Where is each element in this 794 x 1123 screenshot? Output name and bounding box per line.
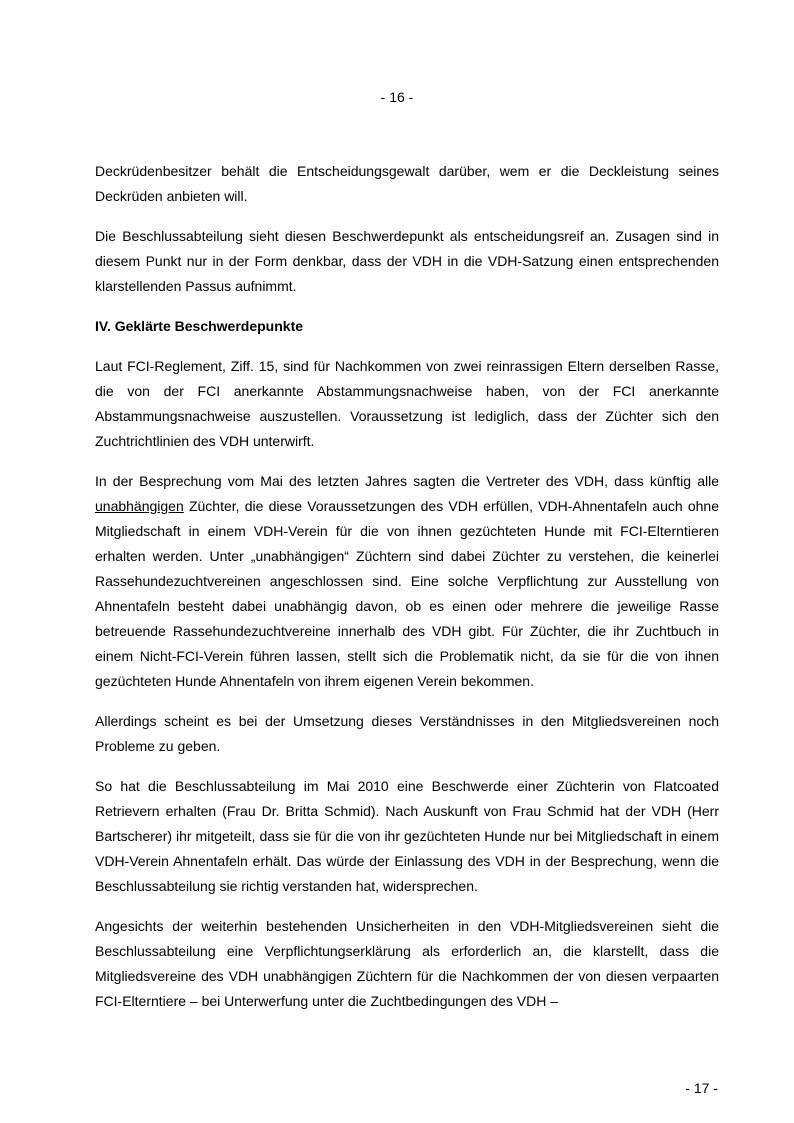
paragraph-beschlussabteilung-entscheidungsreif: Die Beschlussabteilung sieht diesen Beschwerdepunkt als entscheidungsreif an. Zusagen sind in diesem Punkt nur in der Form denkbar, dass der VDH in die VDH-Satzung einen entsprechenden klarstellenden Passus aufnimmt. — [95, 228, 719, 294]
underlined-word-unabhaengigen: unabhängigen — [95, 498, 184, 514]
footer-page-number: - 17 - — [685, 1080, 718, 1096]
paragraph-beschwerde-zuechterin: So hat die Beschlussabteilung im Mai 2010 eine Beschwerde einer Züchterin von Flatcoated Retrievern erhalten (Frau Dr. Britta Schmid). Nach Auskunft von Frau Schmid hat der VDH (Herr Bartscherer) ihr mitgeteilt, dass sie für die von ihr gezüchteten Hunde nur bei Mitgliedschaft in einem VDH-Verein Ahnentafeln erhält. Das würde der Einlassung des VDH in der Besprechung, wenn die Beschlussabteilung sie richtig verstanden hat, widersprechen. — [95, 778, 719, 894]
paragraph-besprechung-text-rest: Züchter, die diese Voraussetzungen des VDH erfüllen, VDH-Ahnentafeln auch ohne Mitgliedschaft in einem VDH-Verein für die von ihnen gezüchteten Hunde mit FCI-Elterntieren erhalten werden. Unter „unabhängigen“ Züchtern sind dabei Züchter zu verstehen, die keinerlei Rassehundezuchtvereinen angeschlossen sind. Eine solche Verpflichtung zur Ausstellung von Ahnentafeln besteht dabei unabhängig davon, ob es einen oder mehrere die jeweilige Rasse betreuende Rassehundezuchtvereine innerhalb des VDH gibt. Für Züchter, die ihr Zuchtbuch in einem Nicht-FCI-Verein führen lassen, stellt sich die Problematik nicht, da sie für die von ihnen gezüchteten Hunde Ahnentafeln von ihrem eigenen Verein bekommen. — [95, 498, 719, 689]
paragraph-umsetzung-probleme: Allerdings scheint es bei der Umsetzung dieses Verständnisses in den Mitgliedsvereinen noch Probleme zu geben. — [95, 713, 719, 754]
paragraph-besprechung-mai — [95, 469, 719, 694]
paragraph-deckruedenbesitzer: Deckrüdenbesitzer behält die Entscheidungsgewalt darüber, wem er die Deckleistung seines Deckrüden anbieten will. — [95, 163, 719, 204]
paragraph-besprechung-text-start: In der Besprechung vom Mai des letzten Jahres sagten die Vertreter des VDH, dass künftig alle — [95, 473, 719, 489]
document-body — [95, 159, 719, 1029]
paragraph-verpflichtungserklaerung: Angesichts der weiterhin bestehenden Unsicherheiten in den VDH-Mitgliedsvereinen sieht die Beschlussabteilung eine Verpflichtungserklärung als erforderlich an, die klarstellt, dass die Mitgliedsvereine des VDH unabhängigen Züchtern für die Nachkommen der von diesen verpaarten FCI-Elterntiere – bei Unterwerfung unter die Zuchtbedingungen des VDH – — [95, 918, 719, 1009]
header-page-number: - 16 - — [380, 89, 414, 105]
paragraph-fci-reglement: Laut FCI-Reglement, Ziff. 15, sind für Nachkommen von zwei reinrassigen Eltern derselben Rasse, die von der FCI anerkannte Abstammungsnachweise haben, von der FCI anerkannte Abstammungsnachweise auszustellen. Voraussetzung ist lediglich, dass der Züchter sich den Zuchtrichtlinien des VDH unterwirft. — [95, 358, 719, 449]
section-heading-geklaerte-beschwerdepunkte: IV. Geklärte Beschwerdepunkte — [95, 318, 304, 334]
